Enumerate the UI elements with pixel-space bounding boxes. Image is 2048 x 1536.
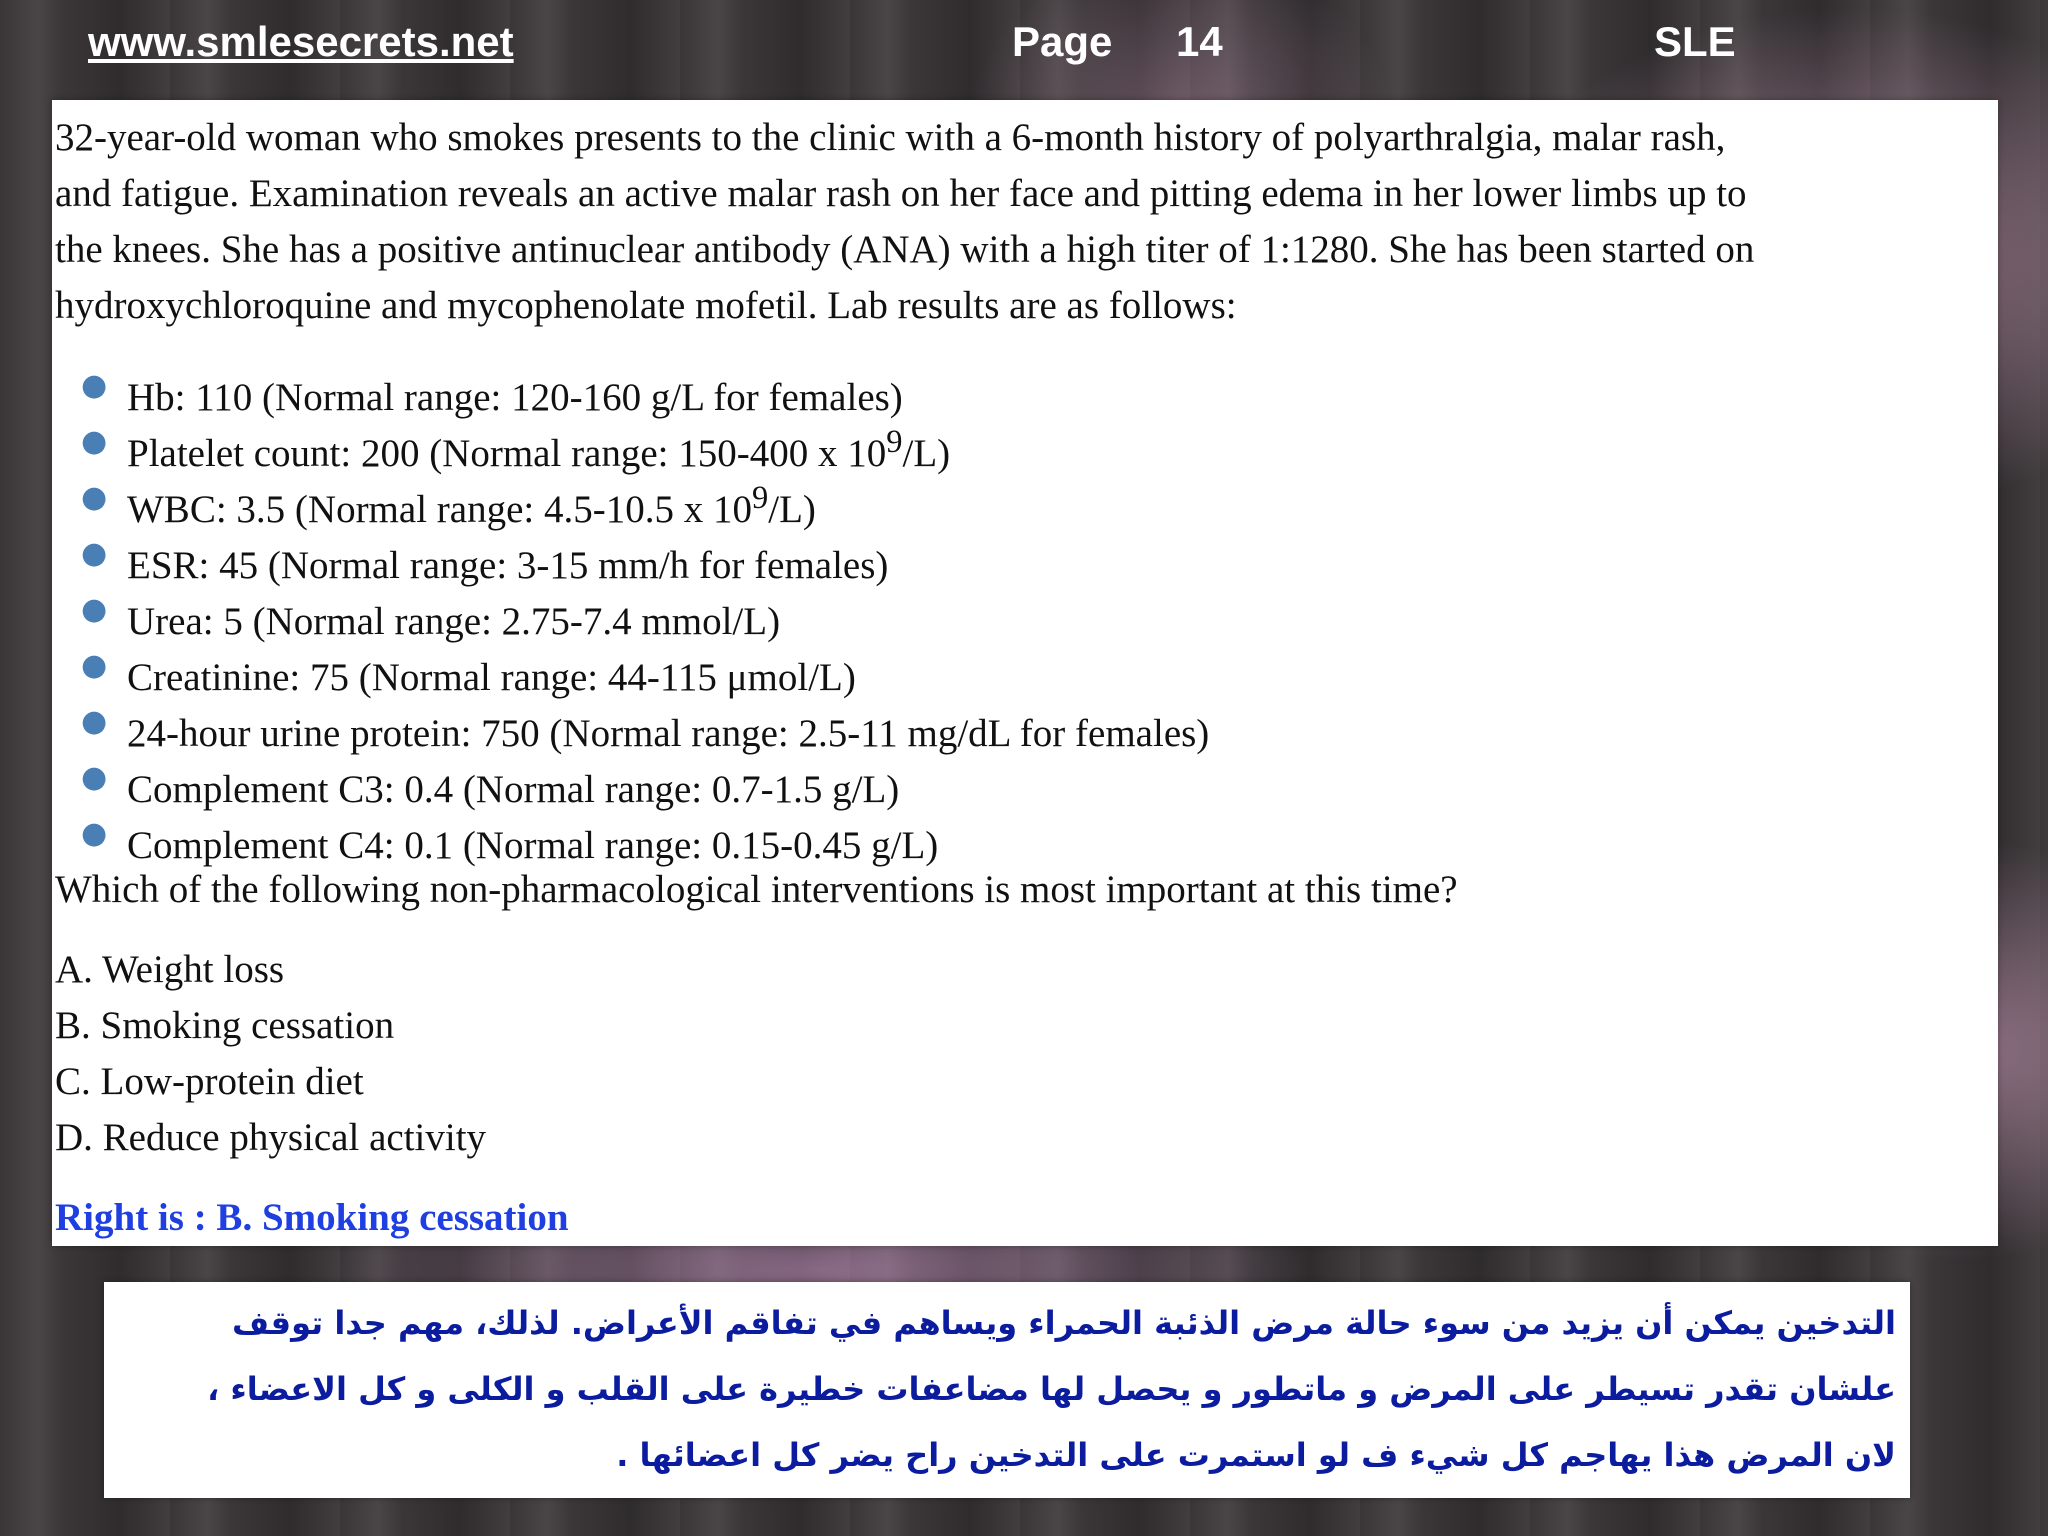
option-c[interactable]: C. Low-protein diet xyxy=(55,1060,364,1103)
page-header xyxy=(0,0,2048,96)
page-label: Page xyxy=(1012,18,1113,65)
site-link[interactable]: www.smlesecrets.net xyxy=(88,18,514,65)
stem-line: and fatigue. Examination reveals an active malar rash on her face and pitting edema in her lower limbs up to xyxy=(55,172,1747,215)
lab-result-urine-protein: ● 24-hour urine protein: 750 (Normal range: 2.5-11 mg/dL for females) xyxy=(55,694,1998,750)
lab-results-list xyxy=(55,358,1998,867)
note-line: لان المرض هذا يهاجم كل شيء ف لو استمرت على التدخين راح يضر كل اعضائها . xyxy=(616,1436,1896,1474)
lab-result-hb: ● Hb: 110 (Normal range: 120-160 g/L for females) xyxy=(55,358,1998,414)
lab-result-platelets: ● Platelet count: 200 (Normal range: 150-400 x $10^9/L$) xyxy=(55,414,1998,470)
lab-result-c4: ● Complement C4: 0.1 (Normal range: 0.15-0.45 g/L) xyxy=(55,806,1998,862)
arabic-explanation-note xyxy=(104,1282,1910,1498)
bullet-icon: ● xyxy=(81,592,108,627)
bullet-icon: ● xyxy=(81,704,108,739)
option-d[interactable]: D. Reduce physical activity xyxy=(55,1116,487,1159)
question-stem xyxy=(55,110,1998,334)
bullet-icon: ● xyxy=(81,648,108,683)
bullet-icon: ● xyxy=(81,368,108,403)
option-a[interactable]: A. Weight loss xyxy=(55,948,285,991)
lab-result-creatinine: ● Creatinine: 75 (Normal range: 44-115 μmol/L) xyxy=(55,638,1998,694)
topic-label: SLE xyxy=(1654,18,1736,65)
bullet-icon: ● xyxy=(81,536,108,571)
lab-result-c3: ● Complement C3: 0.4 (Normal range: 0.7-1.5 g/L) xyxy=(55,750,1998,806)
bullet-icon: ● xyxy=(81,816,108,851)
note-line: علشان تقدر تسيطر على المرض و ماتطور و يحصل لها مضاعفات خطيرة على القلب و الكلى و كل الاعضاء ، xyxy=(207,1370,1896,1408)
correct-answer: Right is : B. Smoking cessation xyxy=(55,1196,569,1239)
page-number: 14 xyxy=(1176,18,1223,65)
lab-result-wbc: ● WBC: 3.5 (Normal range: 4.5-10.5 x $10^9/L$) xyxy=(55,470,1998,526)
stem-line: hydroxychloroquine and mycophenolate mofetil. Lab results are as follows: xyxy=(55,284,1237,327)
lab-result-esr: ● ESR: 45 (Normal range: 3-15 mm/h for females) xyxy=(55,526,1998,582)
stem-line: the knees. She has a positive antinuclear antibody (ANA) with a high titer of 1:1280. She has been started on xyxy=(55,228,1755,271)
bullet-icon: ● xyxy=(81,760,108,795)
question-prompt: Which of the following non-pharmacological interventions is most important at this time? xyxy=(55,868,1458,911)
answer-options xyxy=(55,942,1998,1166)
bullet-icon: ● xyxy=(81,480,108,515)
stem-line: 32-year-old woman who smokes presents to the clinic with a 6-month history of polyarthralgia, malar rash, xyxy=(55,116,1726,159)
lab-result-urea: ● Urea: 5 (Normal range: 2.75-7.4 mmol/L) xyxy=(55,582,1998,638)
option-b[interactable]: B. Smoking cessation xyxy=(55,1004,395,1047)
bullet-icon: ● xyxy=(81,424,108,459)
note-line: التدخين يمكن أن يزيد من سوء حالة مرض الذئبة الحمراء ويساهم في تفاقم الأعراض. لذلك، مهم جدا توقف xyxy=(232,1304,1896,1342)
question-card xyxy=(52,100,1998,1246)
